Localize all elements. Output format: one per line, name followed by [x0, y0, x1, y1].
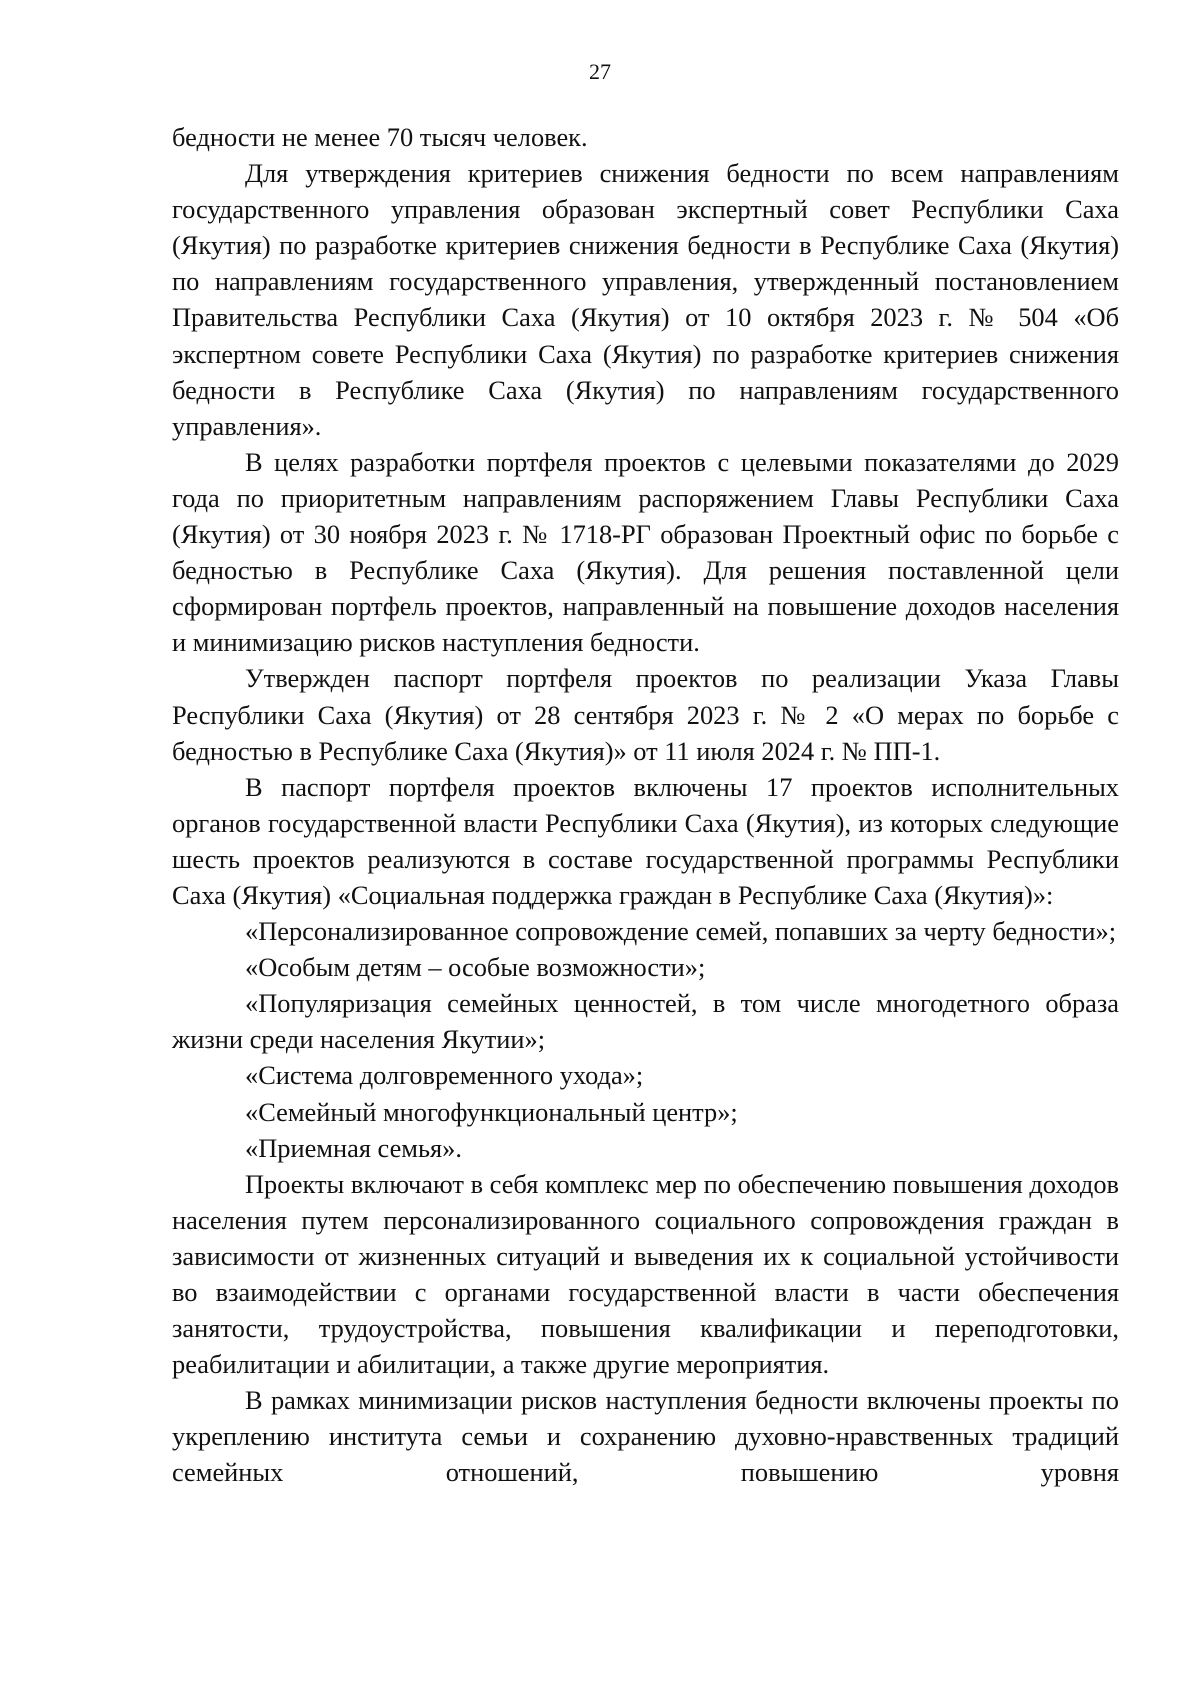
list-item-project: «Приемная семья». — [245, 1132, 462, 1163]
paragraph-portfolio-passport: Утвержден паспорт портфеля проектов по реализации Указа Главы Республики Саха (Якутия) от 28 сентября 2023 г. № 2 «О мерах по борьбе с бедностью в Республике Саха (Якутия)» от 11 июля 2024 г. № ПП-1. — [172, 663, 1119, 766]
paragraph-projects-measures: Проекты включают в себя комплекс мер по обеспечению повышения доходов населения путем персонализированного социального сопровождения граждан в зависимости от жизненных ситуаций и выведения их к социальной устойчивости во взаимодействии с органами государственной власти в части обеспечения занятости, трудоустройства, повышения квалификации и переподготовки, реабилитации и абилитации, а также другие мероприятия. — [172, 1168, 1119, 1380]
page-number: 27 — [589, 59, 611, 84]
list-item-project: «Семейный многофункциональный центр»; — [245, 1096, 738, 1127]
paragraph-continuation: бедности не менее 70 тысяч человек. — [172, 122, 588, 152]
paragraph-projects-list-intro: В паспорт портфеля проектов включены 17 проектов исполнительных органов государственной власти Республики Саха (Якутия), из которых следующие шесть проектов реализуются в составе государственной программы Республики Саха (Якутия) «Социальная поддержка граждан в Республике Саха (Якутия)»: — [172, 771, 1119, 910]
document-body — [172, 119, 1119, 1491]
list-item-project: «Система долговременного ухода»; — [245, 1060, 644, 1091]
list-item-project: «Популяризация семейных ценностей, в том числе многодетного образа жизни среди населения Якутии»; — [172, 988, 1119, 1055]
paragraph-project-office: В целях разработки портфеля проектов с целевыми показателями до 2029 года по приоритетным направлениям распоряжением Главы Республики Саха (Якутия) от 30 ноября 2023 г. № 1718-РГ образован Проектный офис по борьбе с бедностью в Республике Саха (Якутия). Для решения поставленной цели сформирован портфель проектов, направленный на повышение доходов населения и минимизацию рисков наступления бедности. — [172, 446, 1119, 658]
paragraph-poverty-risks: В рамках минимизации рисков наступления бедности включены проекты по укреплению института семьи и сохранению духовно-нравственных традиций семейных отношений, повышению уровня — [172, 1385, 1119, 1488]
list-item-project: «Персонализированное сопровождение семей, попавших за черту бедности»; — [245, 916, 1117, 947]
paragraph-expert-council: Для утверждения критериев снижения бедности по всем направлениям государственного управления образован экспертный совет Республики Саха (Якутия) по разработке критериев снижения бедности в Республике Саха (Якутия) по направлениям государственного управления, утвержденный постановлением Правительства Республики Саха (Якутия) от 10 октября 2023 г. № 504 «Об экспертном совете Республики Саха (Якутия) по разработке критериев снижения бедности в Республике Саха (Якутия) по направлениям государственного управления». — [172, 158, 1119, 441]
list-item-project: «Особым детям – особые возможности»; — [245, 952, 706, 983]
